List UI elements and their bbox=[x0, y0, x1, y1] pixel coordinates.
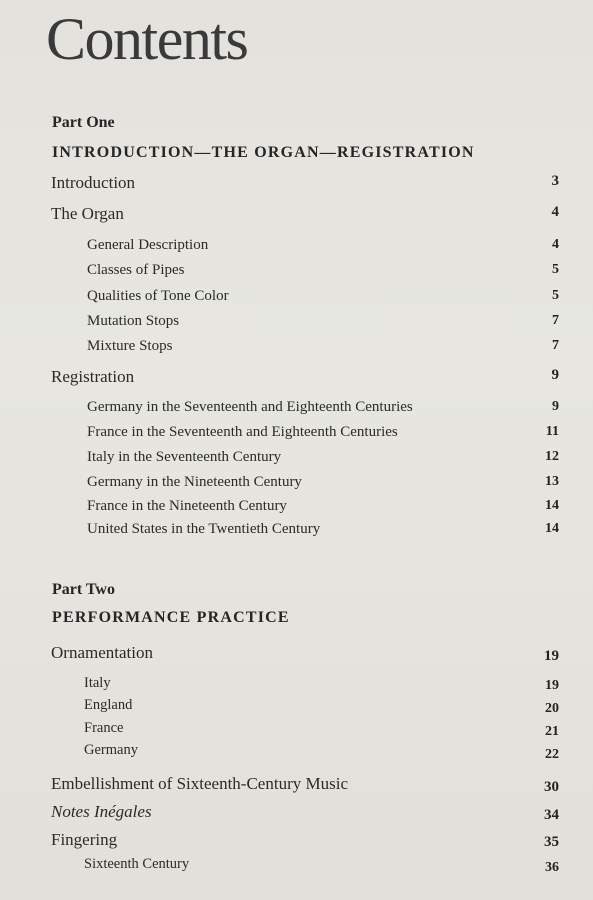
toc-entry-page: 5 bbox=[552, 262, 559, 277]
toc-entry-label: Notes Inégales bbox=[51, 802, 152, 821]
toc-entry-page: 19 bbox=[545, 678, 559, 693]
toc-entry-page: 21 bbox=[545, 724, 559, 739]
toc-entry[interactable] bbox=[0, 313, 593, 335]
toc-entry[interactable] bbox=[0, 774, 593, 796]
toc-entry-label: Italy bbox=[84, 675, 111, 691]
toc-entry-page: 4 bbox=[551, 204, 559, 220]
toc-entry-page: 7 bbox=[552, 313, 559, 328]
toc-entry[interactable] bbox=[0, 204, 593, 226]
toc-entry-label: United States in the Twentieth Century bbox=[87, 521, 321, 537]
toc-entry-page: 34 bbox=[544, 807, 559, 823]
toc-entry-label: Germany in the Nineteenth Century bbox=[87, 474, 302, 490]
toc-entry-page: 13 bbox=[545, 474, 559, 489]
toc-entry[interactable] bbox=[0, 675, 593, 697]
toc-entry[interactable] bbox=[0, 262, 593, 284]
toc-entry-page: 36 bbox=[545, 860, 559, 875]
toc-entry[interactable] bbox=[0, 521, 593, 543]
toc-entry-label: Germany bbox=[84, 742, 138, 758]
toc-entry-page: 14 bbox=[545, 521, 559, 536]
toc-entry-label: Qualities of Tone Color bbox=[87, 288, 229, 304]
toc-entry[interactable] bbox=[0, 498, 593, 520]
toc-entry-page: 7 bbox=[552, 338, 559, 353]
part-one-heading: INTRODUCTION—THE ORGAN—REGISTRATION bbox=[52, 144, 475, 161]
toc-entry[interactable] bbox=[0, 338, 593, 360]
toc-entry-page: 22 bbox=[545, 747, 559, 762]
toc-entry-page: 12 bbox=[545, 449, 559, 464]
toc-entry[interactable] bbox=[0, 367, 593, 389]
toc-entry[interactable] bbox=[0, 449, 593, 471]
toc-entry-page: 35 bbox=[544, 834, 559, 850]
toc-entry-label: France bbox=[84, 720, 124, 736]
toc-entry-label: Ornamentation bbox=[51, 643, 153, 662]
toc-entry[interactable] bbox=[0, 474, 593, 496]
toc-entry[interactable] bbox=[0, 288, 593, 310]
toc-entry-page: 20 bbox=[545, 701, 559, 716]
part-one-label: Part One bbox=[52, 114, 115, 131]
toc-entry-page: 9 bbox=[552, 399, 559, 414]
toc-entry-label: The Organ bbox=[51, 204, 124, 223]
toc-entry[interactable] bbox=[0, 643, 593, 665]
toc-entry-label: Introduction bbox=[51, 173, 136, 192]
toc-entry-page: 11 bbox=[545, 424, 559, 439]
toc-entry-label: Embellishment of Sixteenth-Century Music bbox=[51, 774, 348, 793]
toc-entry-label: Mixture Stops bbox=[87, 338, 173, 354]
toc-entry-label: Germany in the Seventeenth and Eighteenth Centuries bbox=[87, 399, 413, 415]
toc-entry[interactable] bbox=[0, 830, 593, 852]
toc-entry[interactable] bbox=[0, 697, 593, 719]
part-two-label: Part Two bbox=[52, 581, 115, 598]
toc-entry-page: 30 bbox=[544, 779, 559, 795]
toc-entry-page: 3 bbox=[551, 173, 559, 189]
toc-entry-label: Sixteenth Century bbox=[84, 856, 190, 872]
toc-entry-label: France in the Seventeenth and Eighteenth Centuries bbox=[87, 424, 398, 440]
toc-entry-page: 14 bbox=[545, 498, 559, 513]
toc-entry-page: 9 bbox=[551, 367, 559, 383]
toc-entry[interactable] bbox=[0, 424, 593, 446]
toc-entry-label: England bbox=[84, 697, 133, 713]
toc-entry-label: Fingering bbox=[51, 830, 118, 849]
toc-entry-page: 19 bbox=[544, 648, 559, 664]
toc-entry-label: Registration bbox=[51, 367, 135, 386]
toc-entry-label: France in the Nineteenth Century bbox=[87, 498, 287, 514]
toc-entry[interactable] bbox=[0, 237, 593, 259]
part-two-heading: PERFORMANCE PRACTICE bbox=[52, 609, 290, 626]
page-title: Contents bbox=[46, 6, 248, 72]
toc-entry[interactable] bbox=[0, 720, 593, 742]
toc-entry[interactable] bbox=[0, 173, 593, 195]
toc-entry-label: Italy in the Seventeenth Century bbox=[87, 449, 282, 465]
toc-entry-page: 5 bbox=[552, 288, 559, 303]
toc-entry[interactable] bbox=[0, 802, 593, 824]
toc-entry-label: General Description bbox=[87, 237, 209, 253]
toc-entry[interactable] bbox=[0, 856, 593, 878]
toc-entry-label: Classes of Pipes bbox=[87, 262, 185, 278]
toc-entry-page: 4 bbox=[552, 237, 559, 252]
toc-entry-label: Mutation Stops bbox=[87, 313, 180, 329]
toc-entry[interactable] bbox=[0, 742, 593, 764]
toc-entry[interactable] bbox=[0, 399, 593, 421]
